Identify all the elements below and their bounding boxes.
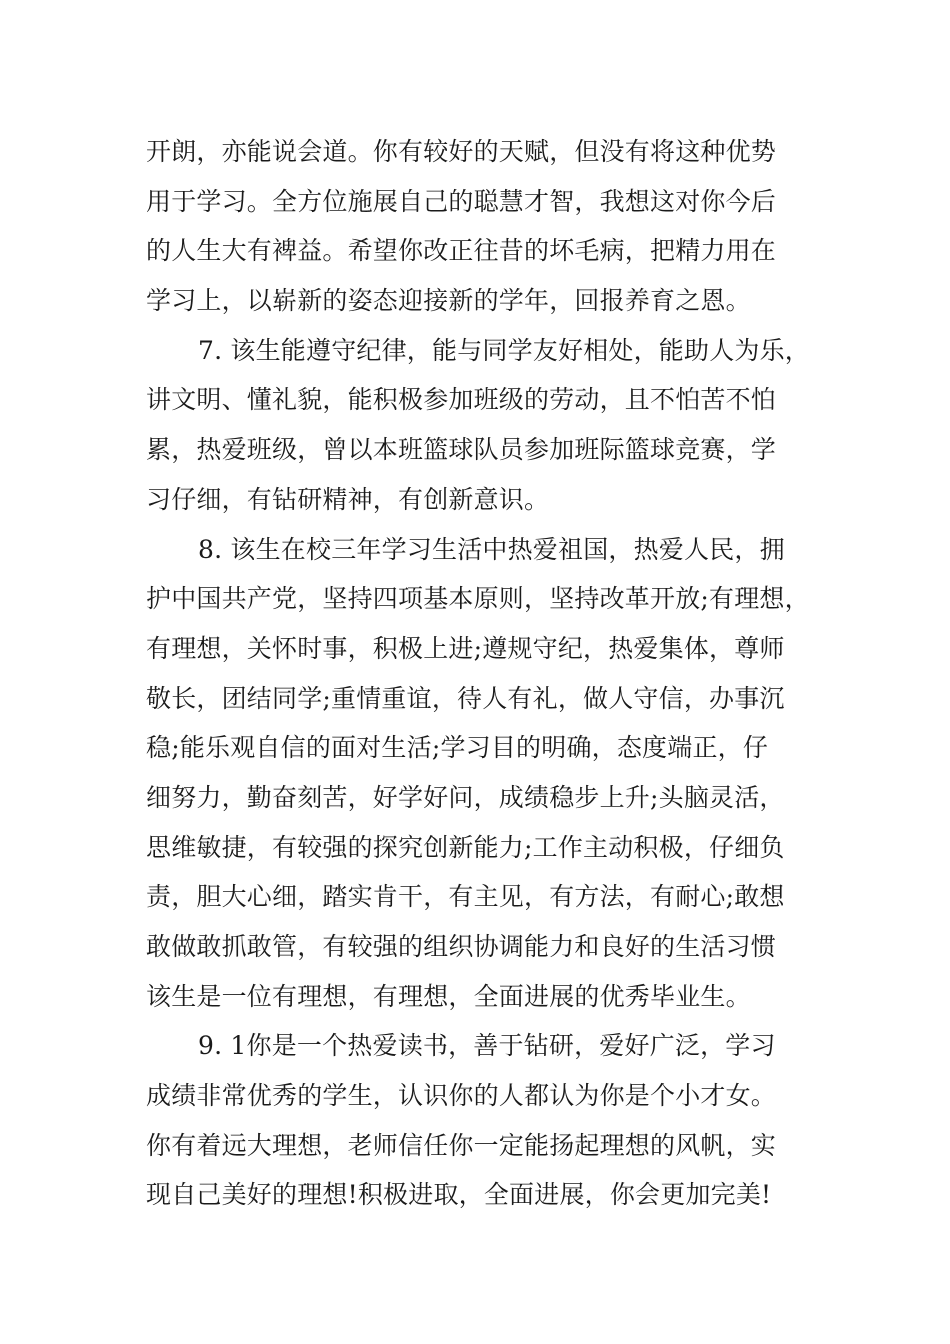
- text-line: 稳;能乐观自信的面对生活;学习目的明确，态度端正，仔: [146, 733, 769, 763]
- text-line: 8. 该生在校三年学习生活中热爱祖国，热爱人民，拥: [198, 534, 785, 564]
- text-line: 护中国共产党，坚持四项基本原则，坚持改革开放;有理想，: [146, 584, 810, 614]
- text-line: 责，胆大心细，踏实肯干，有主见，有方法，有耐心;敢想: [146, 882, 785, 912]
- paragraph-6-continuation: [146, 127, 810, 326]
- text-line: 现自己美好的理想!积极进取，全面进展，你会更加完美!: [146, 1180, 772, 1210]
- text-line: 细努力，勤奋刻苦，好学好问，成绩稳步上升;头脑灵活，: [146, 782, 785, 812]
- paragraph-7: [146, 326, 810, 525]
- text-line: 的人生大有裨益。希望你改正往昔的坏毛病，把精力用在: [146, 236, 777, 266]
- text-line: 讲文明、懂礼貌，能积极参加班级的劳动，且不怕苦不怕: [146, 385, 777, 415]
- text-line: 用于学习。全方位施展自己的聪慧才智，我想这对你今后: [146, 186, 777, 216]
- text-line: 思维敏捷，有较强的探究创新能力;工作主动积极，仔细负: [146, 832, 785, 862]
- text-line: 7. 该生能遵守纪律，能与同学友好相处，能助人为乐，: [198, 335, 810, 365]
- document-body: [146, 127, 810, 1220]
- text-line: 学习上，以崭新的姿态迎接新的学年，回报养育之恩。: [146, 286, 751, 316]
- text-line: 有理想，关怀时事，积极上进;遵规守纪，热爱集体，尊师: [146, 633, 785, 663]
- text-line: 该生是一位有理想，有理想，全面进展的优秀毕业生。: [146, 981, 751, 1011]
- text-line: 习仔细，有钻研精神，有创新意识。: [146, 484, 550, 514]
- text-line: 累，热爱班级，曾以本班篮球队员参加班际篮球竞赛，学: [146, 435, 777, 465]
- text-line: 开朗，亦能说会道。你有较好的天赋，但没有将这种优势: [146, 137, 777, 166]
- paragraph-8: [146, 525, 810, 1022]
- text-line: 敢做敢抓敢管，有较强的组织协调能力和良好的生活习惯: [146, 932, 777, 961]
- text-line: 9. 1你是一个热爱读书，善于钻研，爱好广泛，学习: [198, 1031, 776, 1061]
- text-line: 成绩非常优秀的学生，认识你的人都认为你是个小才女。: [146, 1081, 777, 1111]
- text-line: 敬长，团结同学;重情重谊，待人有礼，做人守信，办事沉: [146, 683, 785, 713]
- text-line: 你有着远大理想，老师信任你一定能扬起理想的风帆，实: [146, 1130, 777, 1160]
- paragraph-9: [146, 1021, 810, 1220]
